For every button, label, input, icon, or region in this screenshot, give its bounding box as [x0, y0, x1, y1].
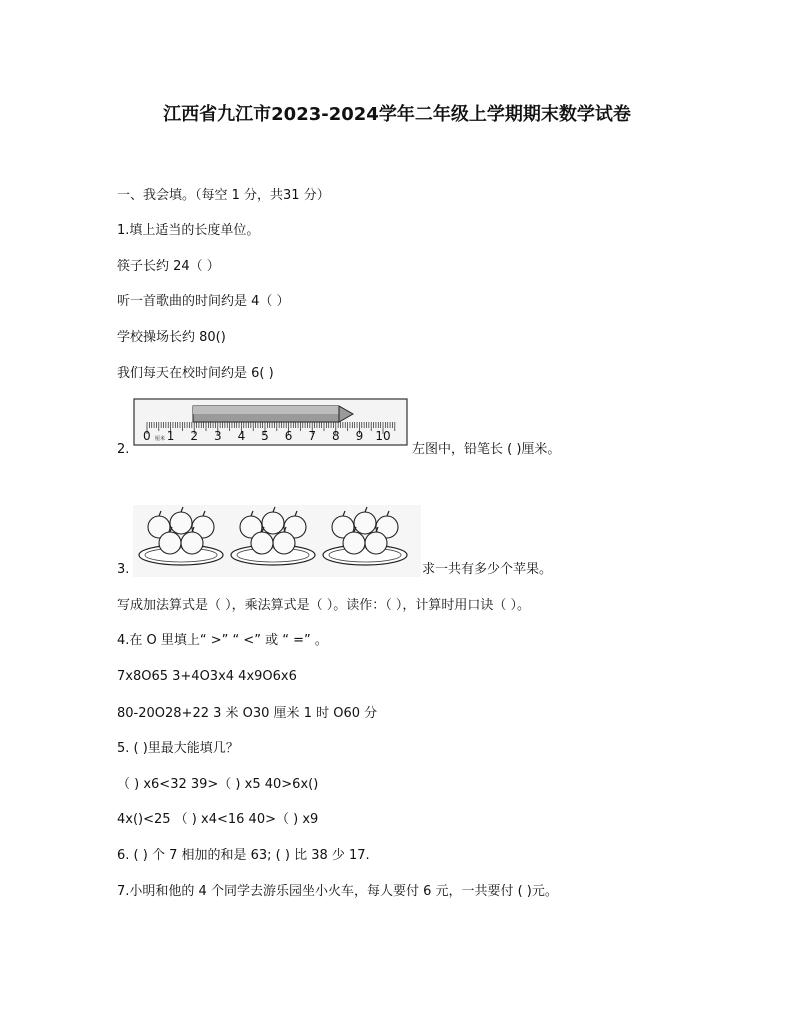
apple — [262, 512, 284, 534]
q1-item-a: 筷子长约 24（ ） — [117, 259, 220, 274]
apple — [170, 512, 192, 534]
apple — [365, 532, 387, 554]
q2-number: 2. — [117, 442, 130, 457]
ruler-unit-label: 厘米 — [155, 436, 166, 442]
q6-text: 6. ( ) 个 7 相加的和是 63; ( ) 比 38 少 17. — [117, 848, 370, 863]
q1-item-d: 我们每天在校时间约是 6( ) — [117, 366, 274, 381]
q3-text: 求一共有多少个苹果。 — [422, 562, 553, 577]
section-heading-1: 一、我会填。（每空 1 分，共31 分） — [117, 188, 330, 203]
q3-number: 3. — [117, 562, 130, 577]
apple-plates-figure — [133, 505, 421, 577]
apple — [181, 532, 203, 554]
q1-heading: 1.填上适当的长度单位。 — [117, 223, 260, 238]
q4-row-2: 80-20O28+22 3 米 O30 厘米 1 时 O60 分 — [117, 706, 378, 721]
ruler-label: 5 — [261, 429, 269, 443]
q5-heading: 5. ( )里最大能填几？ — [117, 741, 239, 756]
q3-line: 写成加法算式是（ ），乘法算式是（ ）。读作：（ ），计算时用口诀（ ）。 — [117, 598, 531, 613]
ruler-label: 2 — [190, 429, 199, 443]
ruler-label: 9 — [355, 429, 364, 443]
apple — [273, 532, 295, 554]
apple — [343, 532, 365, 554]
ruler-label: 10 — [375, 429, 391, 443]
page-title: 江西省九江市2023-2024学年二年级上学期期末数学试卷 — [163, 104, 631, 125]
apple — [251, 532, 273, 554]
ruler-label: 6 — [284, 429, 293, 443]
ruler-label: 0 — [143, 429, 151, 443]
q4-row-1: 7x8O65 3+4O3x4 4x9O6x6 — [117, 669, 297, 684]
ruler-label: 1 — [166, 429, 175, 443]
q7-text: 7.小明和他的 4 个同学去游乐园坐小火车，每人要付 6 元，一共要付 ( )元。 — [117, 884, 558, 899]
apple — [354, 512, 376, 534]
q1-item-c: 学校操场长约 80() — [117, 330, 226, 345]
q2-text: 左图中，铅笔长 ( )厘米。 — [412, 442, 561, 457]
q4-heading: 4.在 O 里填上“ >” “ <” 或 “ =” 。 — [117, 633, 328, 648]
ruler-label: 7 — [308, 429, 317, 443]
q5-row-2: 4x()<25 （ ) x4<16 40>（ ) x9 — [117, 812, 319, 827]
ruler-label: 8 — [331, 429, 340, 443]
apple — [159, 532, 181, 554]
ruler-pencil-figure — [133, 394, 409, 456]
q1-item-b: 听一首歌曲的时间约是 4（ ） — [117, 294, 290, 309]
ruler-label: 4 — [237, 429, 246, 443]
ruler-label: 3 — [213, 429, 222, 443]
q5-row-1: （ ) x6<32 39>（ ) x5 40>6x() — [117, 777, 319, 792]
